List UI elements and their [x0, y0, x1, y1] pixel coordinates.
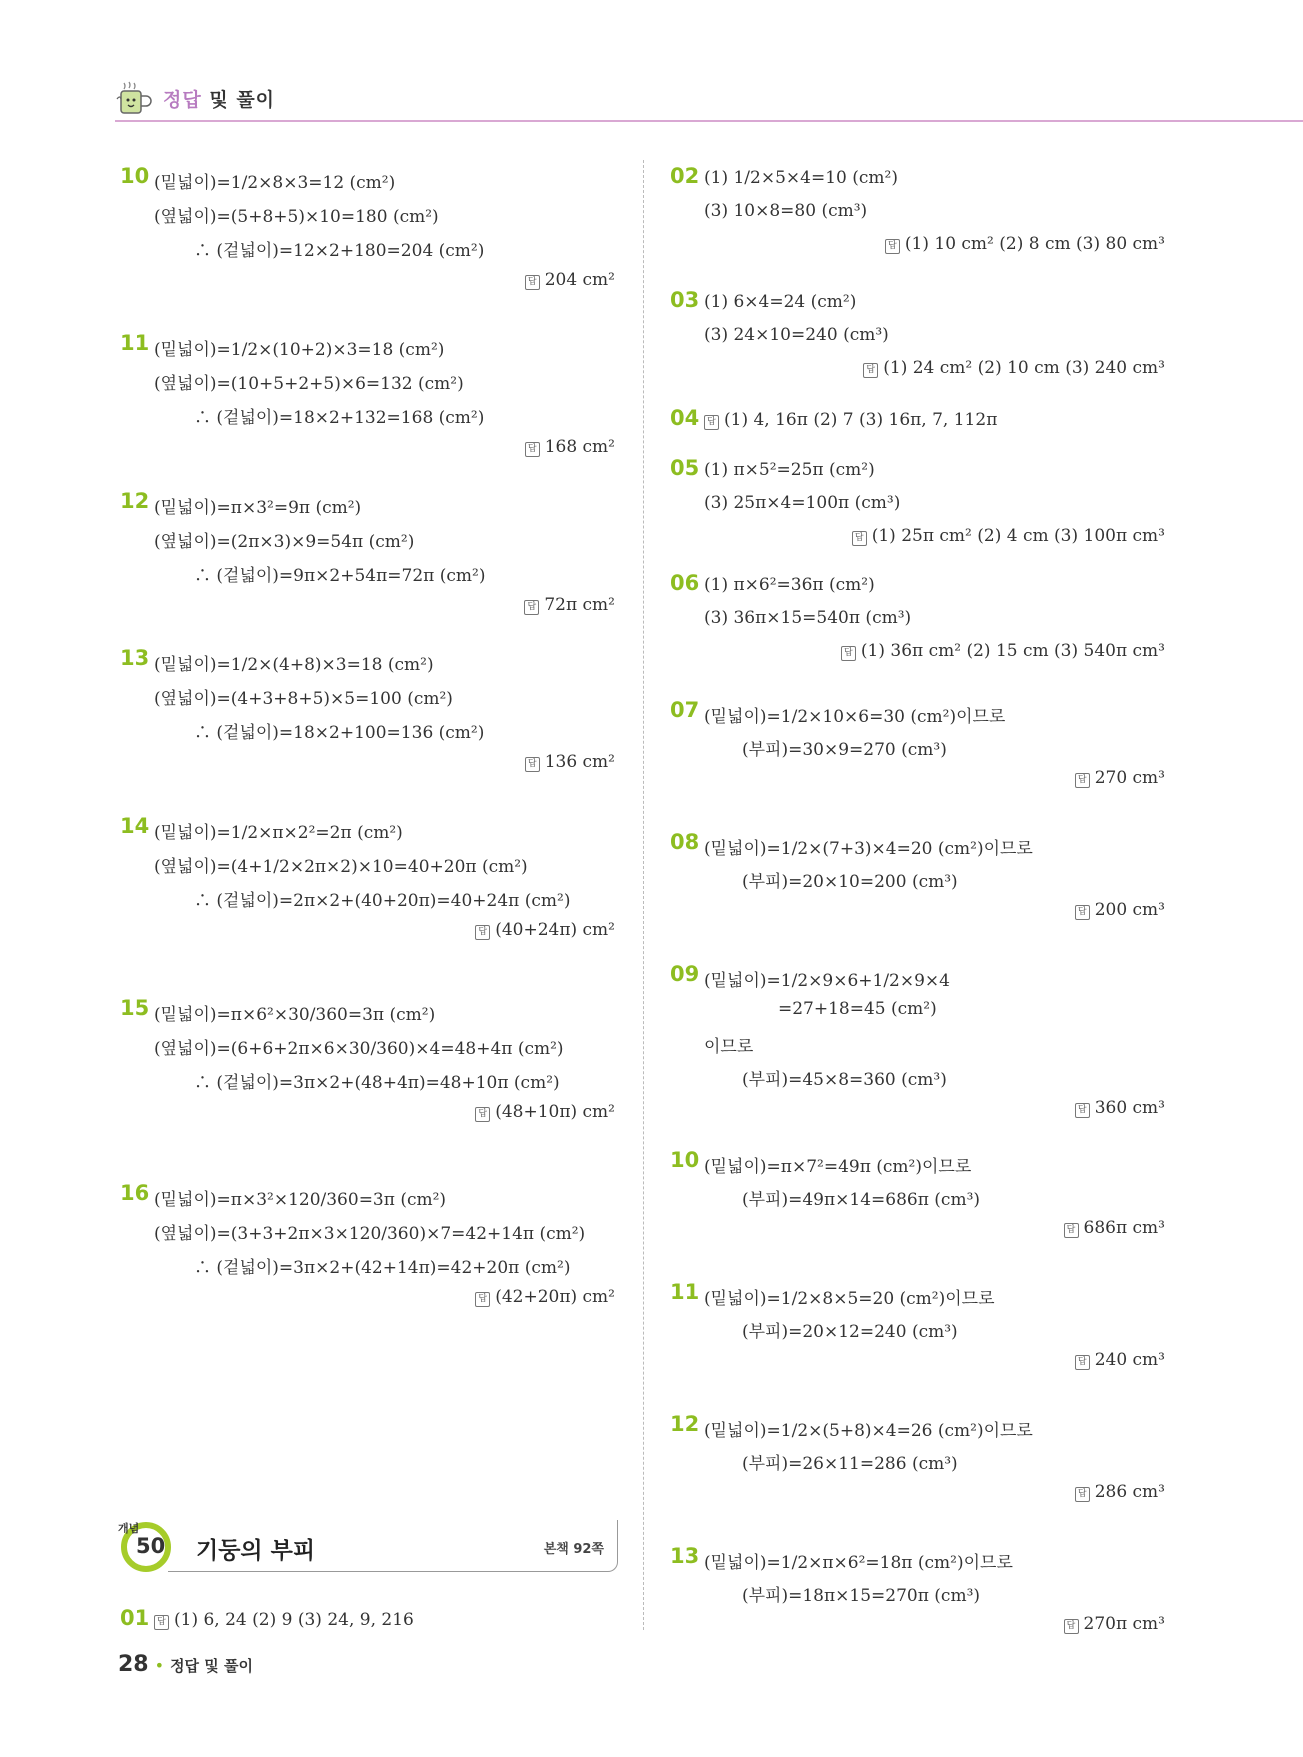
- solution-line: (3) 24×10=240 (cm³): [704, 325, 889, 345]
- answer-icon: 답: [525, 757, 540, 772]
- answer-line: [475, 920, 615, 940]
- problem-number: 03: [670, 288, 700, 312]
- solution-line: (부피)=18π×15=270π (cm³): [742, 1586, 981, 1606]
- concept-title: 기둥의 부피: [196, 1538, 316, 1564]
- problem-number: 10: [120, 164, 150, 188]
- answer-icon: 답: [863, 363, 878, 378]
- solution-line: (옆넓이)=(6+6+2π×6×30/360)×4=48+4π (cm²): [154, 1039, 564, 1059]
- answer-text: 270π cm³: [1083, 1614, 1165, 1634]
- problem-number: 09: [670, 962, 700, 986]
- solution-line: (1) 6×4=24 (cm²): [704, 292, 857, 312]
- page-footer: [118, 1652, 253, 1677]
- solution-line: (옆넓이)=(2π×3)×9=54π (cm²): [154, 532, 415, 552]
- solution-line: (밑넓이)=1/2×(10+2)×3=18 (cm²): [154, 340, 445, 360]
- solution-line: (1) π×5²=25π (cm²): [704, 460, 875, 480]
- answer-line: [1075, 900, 1165, 920]
- solution-line: (밑넓이)=1/2×(4+8)×3=18 (cm²): [154, 655, 434, 675]
- answer-line: [1064, 1614, 1165, 1634]
- solution-line: (부피)=30×9=270 (cm³): [742, 740, 947, 760]
- answer-line: [863, 358, 1165, 378]
- solution-line: (부피)=20×10=200 (cm³): [742, 872, 958, 892]
- solution-line: (옆넓이)=(4+3+8+5)×5=100 (cm²): [154, 689, 453, 709]
- answer-icon: 답: [852, 531, 867, 546]
- solution-line: (밑넓이)=1/2×9×6+1/2×9×4: [704, 971, 950, 991]
- answer-icon: 답: [1064, 1619, 1079, 1634]
- problem-number: 08: [670, 830, 700, 854]
- solution-line: ∴ (겉넓이)=9π×2+54π=72π (cm²): [194, 566, 486, 586]
- answer-icon: 답: [475, 1292, 490, 1307]
- answer-text: 270 cm³: [1094, 768, 1165, 788]
- solution-line: (밑넓이)=1/2×(5+8)×4=26 (cm²)이므로: [704, 1421, 1033, 1441]
- answer-line: [525, 437, 615, 457]
- answer-icon: 답: [1064, 1223, 1079, 1238]
- solution-line: (밑넓이)=1/2×(7+3)×4=20 (cm²)이므로: [704, 839, 1033, 859]
- solution-line: ∴ (겉넓이)=3π×2+(42+14π)=42+20π (cm²): [194, 1258, 571, 1278]
- answer-icon: 답: [841, 646, 856, 661]
- problem-number: 07: [670, 698, 700, 722]
- answer-text: (1) 4, 16π (2) 7 (3) 16π, 7, 112π: [724, 410, 998, 430]
- solution-line: ∴ (겉넓이)=3π×2+(48+4π)=48+10π (cm²): [194, 1073, 560, 1093]
- solution-line: (밑넓이)=1/2×8×3=12 (cm²): [154, 173, 396, 193]
- solution-line: (밑넓이)=π×3²×120/360=3π (cm²): [154, 1190, 447, 1210]
- solution-line: (3) 36π×15=540π (cm³): [704, 608, 912, 628]
- concept-ref: 본책 92쪽: [543, 1542, 604, 1557]
- answer-text: (1) 24 cm² (2) 10 cm (3) 240 cm³: [883, 358, 1165, 378]
- problem-number: 06: [670, 571, 700, 595]
- solution-line: (부피)=49π×14=686π (cm³): [742, 1190, 981, 1210]
- solution-line: (밑넓이)=π×3²=9π (cm²): [154, 498, 362, 518]
- problem-number: 16: [120, 1181, 150, 1205]
- solution-line: (옆넓이)=(3+3+2π×3×120/360)×7=42+14π (cm²): [154, 1224, 586, 1244]
- solution-line: (밑넓이)=1/2×π×2²=2π (cm²): [154, 823, 403, 843]
- answer-line: [1075, 768, 1165, 788]
- problem-number: 15: [120, 996, 150, 1020]
- solution-line: (옆넓이)=(5+8+5)×10=180 (cm²): [154, 207, 439, 227]
- answer-line: [525, 752, 615, 772]
- answer-text: 136 cm²: [544, 752, 615, 772]
- problem-number: 13: [670, 1544, 700, 1568]
- solution-line: (옆넓이)=(10+5+2+5)×6=132 (cm²): [154, 374, 464, 394]
- answer-text: 686π cm³: [1083, 1218, 1165, 1238]
- answer-icon: 답: [525, 442, 540, 457]
- problem-number: 02: [670, 164, 700, 188]
- solution-line: (옆넓이)=(4+1/2×2π×2)×10=40+20π (cm²): [154, 857, 528, 877]
- answer-line: [852, 526, 1165, 546]
- problem-number: 04: [670, 406, 700, 430]
- header-title-a: 정답: [163, 88, 202, 111]
- solution-line: (3) 25π×4=100π (cm³): [704, 493, 901, 513]
- answer-icon: 답: [885, 239, 900, 254]
- answer-text: (1) 6, 24 (2) 9 (3) 24, 9, 216: [174, 1610, 414, 1630]
- answer-text: (48+10π) cm²: [495, 1102, 615, 1122]
- answer-icon: 답: [1075, 905, 1090, 920]
- answer-text: 72π cm²: [544, 595, 615, 615]
- footer-dot: •: [154, 1656, 165, 1675]
- solution-line: (밑넓이)=1/2×π×6²=18π (cm²)이므로: [704, 1553, 1013, 1573]
- answer-icon: 답: [475, 925, 490, 940]
- solution-line: (부피)=20×12=240 (cm³): [742, 1322, 958, 1342]
- answer-icon: 답: [475, 1107, 490, 1122]
- problem-number: 11: [120, 331, 150, 355]
- solution-line: ∴ (겉넓이)=18×2+132=168 (cm²): [194, 408, 485, 428]
- answer-line: [1075, 1350, 1165, 1370]
- answer-text: (40+24π) cm²: [495, 920, 615, 940]
- answer-text: 360 cm³: [1094, 1098, 1165, 1118]
- answer-text: 286 cm³: [1094, 1482, 1165, 1502]
- answer-line: [841, 641, 1165, 661]
- problem-number: 12: [670, 1412, 700, 1436]
- answer-line: [704, 410, 997, 430]
- solution-line: ∴ (겉넓이)=2π×2+(40+20π)=40+24π (cm²): [194, 891, 571, 911]
- answer-line: [885, 234, 1165, 254]
- answer-text: 240 cm³: [1094, 1350, 1165, 1370]
- page-number: 28: [118, 1652, 149, 1677]
- answer-text: (1) 36π cm² (2) 15 cm (3) 540π cm³: [860, 641, 1165, 661]
- problem-number: 13: [120, 646, 150, 670]
- header-rule: [115, 120, 1303, 122]
- solution-line: (밑넓이)=1/2×10×6=30 (cm²)이므로: [704, 707, 1006, 727]
- solution-line: (밑넓이)=π×7²=49π (cm²)이므로: [704, 1157, 972, 1177]
- problem-number: 10: [670, 1148, 700, 1172]
- answer-icon: 답: [1075, 773, 1090, 788]
- answer-line: [475, 1287, 615, 1307]
- answer-icon: 답: [154, 1615, 169, 1630]
- solution-line: (1) π×6²=36π (cm²): [704, 575, 875, 595]
- solution-line: (밑넓이)=1/2×8×5=20 (cm²)이므로: [704, 1289, 995, 1309]
- answer-icon: 답: [704, 415, 719, 430]
- solution-line: ∴ (겉넓이)=18×2+100=136 (cm²): [194, 723, 485, 743]
- footer-text: 정답 및 풀이: [170, 1657, 253, 1675]
- page-header: [115, 78, 275, 118]
- answer-line: [1075, 1482, 1165, 1502]
- answer-icon: 답: [1075, 1487, 1090, 1502]
- answer-icon: 답: [1075, 1103, 1090, 1118]
- answer-line: [475, 1102, 615, 1122]
- problem-number: 11: [670, 1280, 700, 1304]
- problem-number: 05: [670, 456, 700, 480]
- answer-text: (42+20π) cm²: [495, 1287, 615, 1307]
- problem-number: 12: [120, 489, 150, 513]
- answer-text: 204 cm²: [544, 270, 615, 290]
- header-title: [163, 85, 275, 112]
- answer-icon: 답: [524, 600, 539, 615]
- mug-icon: [115, 79, 153, 117]
- answer-line: [525, 270, 615, 290]
- column-divider: [643, 160, 644, 1630]
- problem-number: 01: [120, 1606, 150, 1630]
- header-title-b: 및 풀이: [209, 88, 276, 111]
- solution-line: (부피)=26×11=286 (cm³): [742, 1454, 958, 1474]
- solution-line: =27+18=45 (cm²): [778, 999, 937, 1019]
- concept-number: 50: [136, 1534, 166, 1558]
- answer-text: 200 cm³: [1094, 900, 1165, 920]
- answer-text: (1) 25π cm² (2) 4 cm (3) 100π cm³: [871, 526, 1165, 546]
- solution-line: (1) 1/2×5×4=10 (cm²): [704, 168, 898, 188]
- answer-text: 168 cm²: [544, 437, 615, 457]
- answer-icon: 답: [525, 275, 540, 290]
- solution-line: 이므로: [704, 1037, 754, 1057]
- concept-heading: [118, 1520, 618, 1578]
- answer-icon: 답: [1075, 1355, 1090, 1370]
- answer-line: [524, 595, 615, 615]
- answer-text: (1) 10 cm² (2) 8 cm (3) 80 cm³: [904, 234, 1165, 254]
- answer-line: [1064, 1218, 1165, 1238]
- solution-line: (부피)=45×8=360 (cm³): [742, 1070, 947, 1090]
- answer-line: [154, 1610, 414, 1630]
- solution-line: (3) 10×8=80 (cm³): [704, 201, 868, 221]
- solution-line: ∴ (겉넓이)=12×2+180=204 (cm²): [194, 241, 485, 261]
- solution-line: (밑넓이)=π×6²×30/360=3π (cm²): [154, 1005, 436, 1025]
- problem-number: 14: [120, 814, 150, 838]
- answer-line: [1075, 1098, 1165, 1118]
- concept-tag: 개념: [118, 1522, 140, 1535]
